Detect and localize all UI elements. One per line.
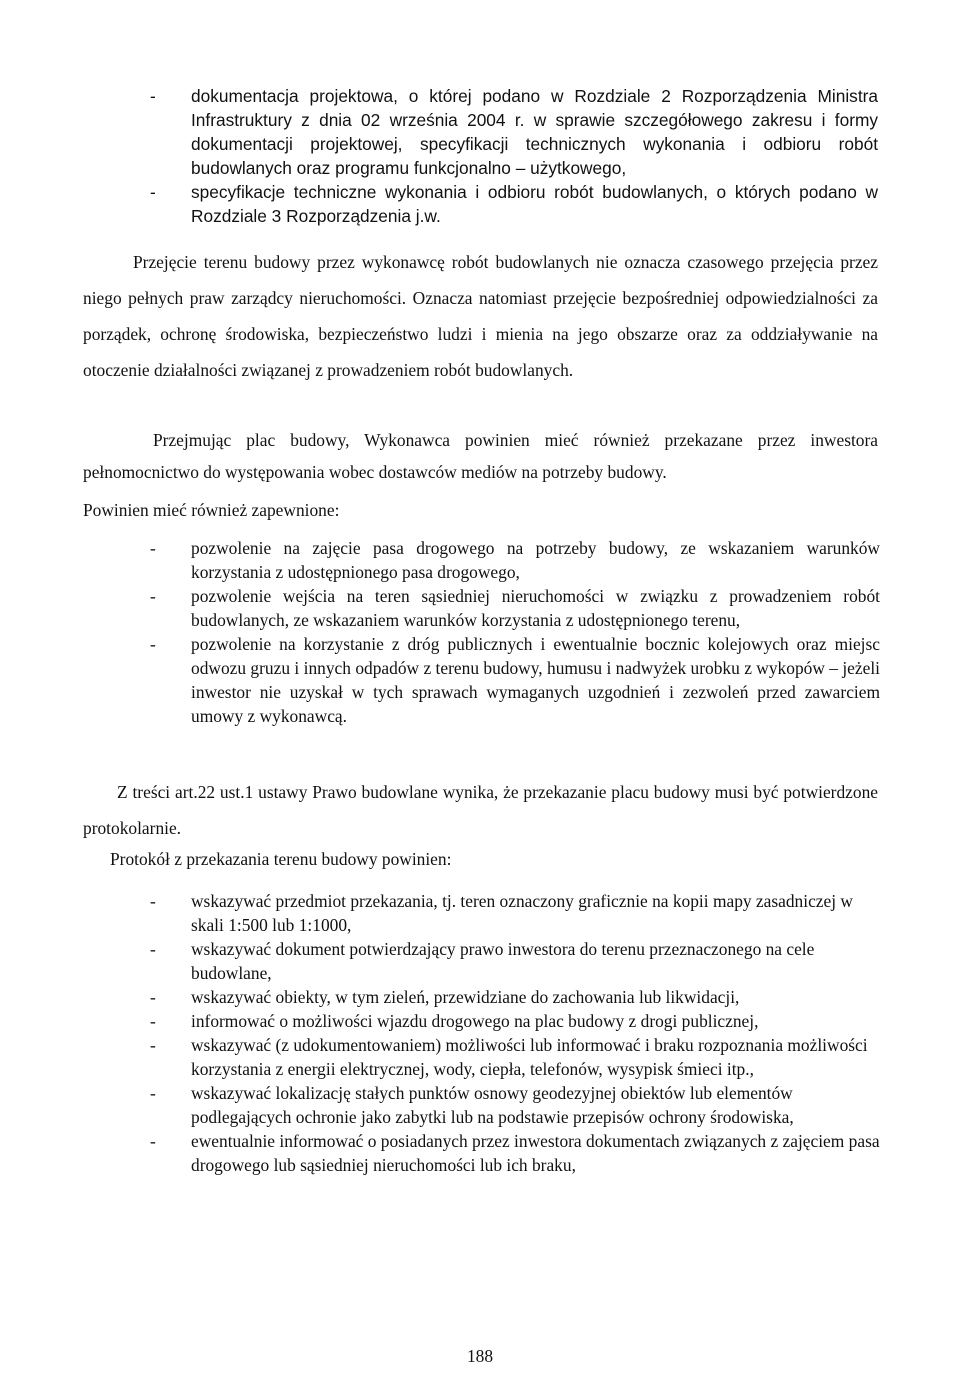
- list-bullet: -: [150, 182, 156, 202]
- list-item-text: wskazywać obiekty, w tym zieleń, przewidziane do zachowania lub likwidacji,: [191, 987, 740, 1007]
- page-number: 188: [466, 1346, 494, 1366]
- list-item: [0, 632, 960, 728]
- permits-list: [0, 536, 960, 728]
- list-bullet: -: [150, 1083, 156, 1103]
- list-item: [0, 889, 960, 937]
- list-bullet: -: [150, 891, 156, 911]
- paragraph-site-takeover: Przejęcie terenu budowy przez wykonawcę robót budowlanych nie oznacza czasowego przejęcia przez niego pełnych praw zarządcy nieruchomości. Oznacza natomiast przejęcie bezpośredniej odpowiedzialności za porządek, ochronę środowiska, bezpieczeństwo ludzi i mienia na jego obszarze oraz za oddziaływanie na otoczenie działalności związanej z prowadzeniem robót budowlanych.: [83, 252, 878, 380]
- list-item-text: wskazywać (z udokumentowaniem) możliwości lub informować i braku rozpoznania możliwości korzystania z energii elektrycznej, wody, ciepła, telefonów, wysypisk śmieci itp.,: [191, 1035, 868, 1079]
- list-bullet: -: [150, 634, 156, 654]
- paragraph-protocol-intro: Protokół z przekazania terenu budowy powinien:: [110, 849, 452, 869]
- list-item: [0, 84, 960, 180]
- list-item: [0, 536, 960, 584]
- list-item: [0, 584, 960, 632]
- list-item: [0, 985, 960, 1009]
- paragraph-contractor-authorization: Przejmując plac budowy, Wykonawca powinien mieć również przekazane przez inwestora pełnomocnictwo do występowania wobec dostawców mediów na potrzeby budowy.: [83, 430, 878, 482]
- list-item: [0, 937, 960, 985]
- list-item-text: dokumentacja projektowa, o której podano w Rozdziale 2 Rozporządzenia Ministra Infrastruktury z dnia 02 września 2004 r. w sprawie szczegółowego zakresu i formy dokumentacji projektowej, specyfikacji technicznych wykonania i odbioru robót budowlanych oraz programu funkcjonalno – użytkowego,: [191, 86, 878, 178]
- list-item-text: pozwolenie na zajęcie pasa drogowego na potrzeby budowy, ze wskazaniem warunków korzystania z udostępnionego pasa drogowego,: [191, 538, 880, 582]
- list-item-text: wskazywać przedmiot przekazania, tj. teren oznaczony graficznie na kopii mapy zasadniczej w skali 1:500 lub 1:1000,: [191, 891, 853, 935]
- list-item: [0, 1009, 960, 1033]
- list-item-text: wskazywać lokalizację stałych punktów osnowy geodezyjnej obiektów lub elementów podlegających ochronie jako zabytki lub na podstawie przepisów ochrony środowiska,: [191, 1083, 794, 1127]
- protocol-requirements-list: [0, 889, 960, 1177]
- list-item-text: informować o możliwości wjazdu drogowego na plac budowy z drogi publicznej,: [191, 1011, 759, 1031]
- list-bullet: -: [150, 939, 156, 959]
- list-bullet: -: [150, 1011, 156, 1031]
- intro-document-list: [0, 84, 960, 228]
- list-bullet: -: [150, 1131, 156, 1151]
- list-item-text: pozwolenie wejścia na teren sąsiedniej nieruchomości w związku z prowadzeniem robót budowlanych, ze wskazaniem warunków korzystania z udostępnionego terenu,: [191, 586, 880, 630]
- paragraph-building-law: Z treści art.22 ust.1 ustawy Prawo budowlane wynika, że przekazanie placu budowy musi być potwierdzone protokolarnie.: [83, 782, 878, 838]
- list-bullet: -: [150, 538, 156, 558]
- paragraph-permits-intro: Powinien mieć również zapewnione:: [83, 500, 340, 520]
- list-bullet: -: [150, 586, 156, 606]
- list-item: [0, 1129, 960, 1177]
- list-item: [0, 1033, 960, 1081]
- list-bullet: -: [150, 987, 156, 1007]
- list-item-text: pozwolenie na korzystanie z dróg publicznych i ewentualnie bocznic kolejowych oraz miejsc odwozu gruzu i innych odpadów z terenu budowy, humusu i nadwyżek urobku z wykopów – jeżeli inwestor nie uzyskał w tych sprawach wymaganych uzgodnień i zezwoleń przed zawarciem umowy z wykonawcą.: [191, 634, 880, 726]
- list-item-text: specyfikacje techniczne wykonania i odbioru robót budowlanych, o których podano w Rozdziale 3 Rozporządzenia j.w.: [191, 182, 878, 226]
- list-item: [0, 180, 960, 228]
- list-item-text: ewentualnie informować o posiadanych przez inwestora dokumentach związanych z zajęciem pasa drogowego lub sąsiedniej nieruchomości lub ich braku,: [191, 1131, 880, 1175]
- list-item-text: wskazywać dokument potwierdzający prawo inwestora do terenu przeznaczonego na cele budowlane,: [191, 939, 815, 983]
- list-bullet: -: [150, 1035, 156, 1055]
- list-bullet: -: [150, 86, 156, 106]
- list-item: [0, 1081, 960, 1129]
